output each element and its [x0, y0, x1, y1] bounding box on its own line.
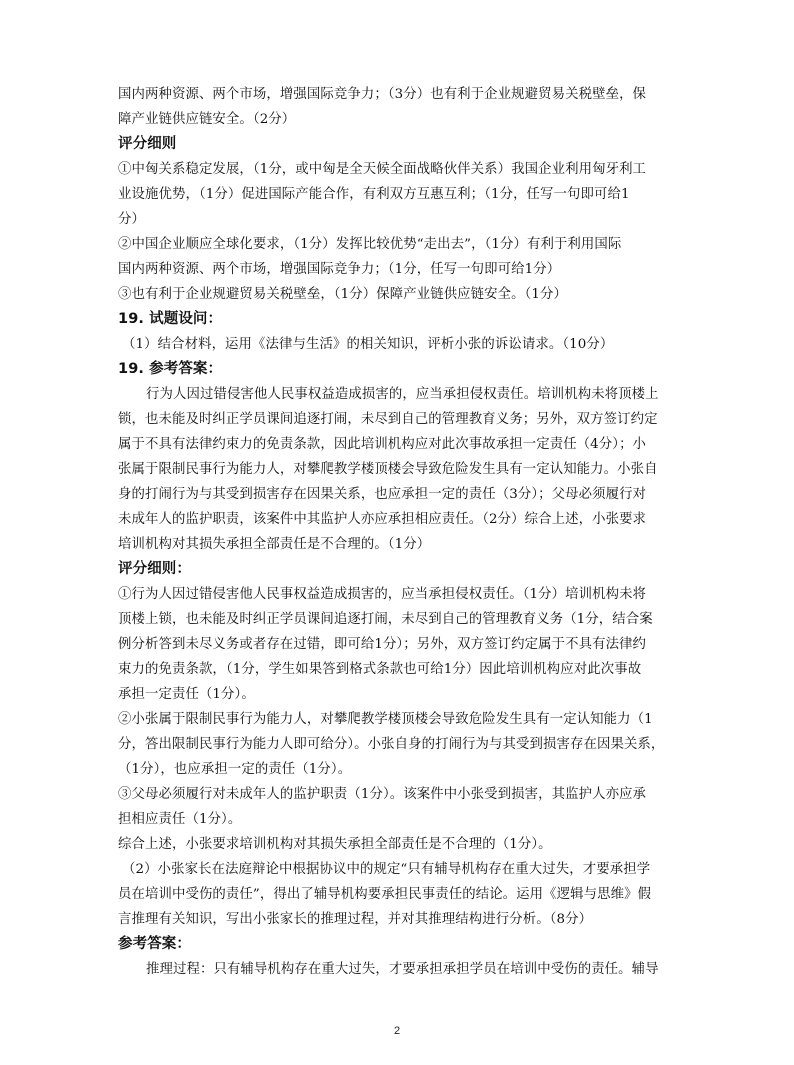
line-17: 未成年人的监护职责，该案件中其监护人亦应承担相应责任。（2分）综合上述，小张要求 — [118, 512, 647, 527]
heading-reference-answer: 参考答案： — [118, 936, 191, 952]
line-12: 行为人因过错侵害他人民事权益造成损害的，应当承担侵权责任。培训机构未将顶楼上 — [146, 387, 659, 402]
line-4: 业设施优势，（1分）促进国际产能合作，有利双方互惠互利；（1分，任写一句即可给1 — [118, 187, 630, 202]
heading-answer-19: 19. 参考答案： — [118, 361, 223, 377]
page-number: 2 — [393, 1025, 401, 1037]
line-28: ③父母必须履行对未成年人的监护职责（1分）。该案件中小张受到损害，其监护人亦应承 — [118, 787, 647, 802]
line-20: ①行为人因过错侵害他人民事权益造成损害的，应当承担侵权责任。（1分）培训机构未将 — [118, 587, 647, 602]
line-16: 身的打闹行为与其受到损害存在因果关系，也应承担一定的责任（3分）；父母必须履行对 — [118, 487, 647, 502]
line-1: 障产业链供应链安全。（2分） — [118, 112, 296, 127]
line-30: 综合上述，小张要求培训机构对其损失承担全部责任是不合理的（1分）。 — [118, 837, 552, 852]
line-22: 例分析答到未尽义务或者存在过错，即可给1分）；另外，双方签订约定属于不具有法律约 — [118, 637, 647, 652]
line-15: 张属于限制民事行为能力人，对攀爬教学楼顶楼会导致危险发生具有一定认知能力。小张自 — [118, 462, 658, 477]
question-19-1: （1）结合材料，运用《法律与生活》的相关知识，评析小张的诉讼请求。（10分） — [122, 337, 614, 352]
line-24: 承担一定责任（1分）。 — [118, 687, 255, 702]
question-19-2: （2）小张家长在法庭辩论中根据协议中的规定“只有辅导机构存在重大过失，才要承担学 — [122, 862, 651, 877]
line-5: 分） — [118, 212, 145, 227]
line-6: ②中国企业顺应全球化要求，（1分）发挥比较优势“走出去”，（1分）有利于利用国际 — [118, 237, 622, 252]
line-0: 国内两种资源、两个市场，增强国际竞争力；（3分）也有利于企业规避贸易关税壁垒，保 — [118, 87, 647, 102]
document-page — [118, 82, 680, 982]
line-32: 员在培训中受伤的责任”，得出了辅导机构要承担民事责任的结论。运用《逻辑与思维》假 — [118, 887, 652, 902]
line-7: 国内两种资源、两个市场，增强国际竞争力；（1分，任写一句即可给1分） — [118, 262, 561, 277]
line-18: 培训机构对其损失承担全部责任是不合理的。（1分） — [118, 537, 431, 552]
line-21: 顶楼上锁，也未能及时纠正学员课间追逐打闹，未尽到自己的管理教育义务（1分，结合案 — [118, 612, 653, 627]
line-8: ③也有利于企业规避贸易关税壁垒，（1分）保障产业链供应链安全。（1分） — [118, 287, 568, 302]
line-13: 锁，也未能及时纠正学员课间追逐打闹，未尽到自己的管理教育义务；另外，双方签订约定 — [118, 412, 658, 427]
line-29: 担相应责任（1分）。 — [118, 812, 242, 827]
line-23: 束力的免责条款，（1分，学生如果答到格式条款也可给1分）因此培训机构应对此次事故 — [118, 662, 642, 677]
line-27: （1分），也应承担一定的责任（1分）。 — [118, 762, 352, 777]
line-35: 推理过程：只有辅导机构存在重大过失，才要承担承担学员在培训中受伤的责任。辅导 — [146, 962, 659, 977]
line-26: 分，答出限制民事行为能力人即可给分）。小张自身的打闹行为与其受到损害存在因果关系， — [118, 737, 665, 752]
line-33: 言推理有关知识，写出小张家长的推理过程，并对其推理结构进行分析。（8分） — [118, 912, 593, 927]
line-14: 属于不具有法律约束力的免责条款，因此培训机构应对此次事故承担一定责任（4分）；小 — [118, 437, 647, 452]
line-3: ①中匈关系稳定发展，（1分，或中匈是全天候全面战略伙伴关系）我国企业利用匈牙利工 — [118, 162, 647, 177]
line-25: ②小张属于限制民事行为能力人，对攀爬教学楼顶楼会导致危险发生具有一定认知能力（1 — [118, 712, 653, 727]
heading-scoring-rules-1: 评分细则 — [118, 136, 177, 152]
heading-question-19: 19. 试题设问： — [118, 311, 223, 327]
heading-scoring-rules-2: 评分细则： — [118, 561, 191, 577]
